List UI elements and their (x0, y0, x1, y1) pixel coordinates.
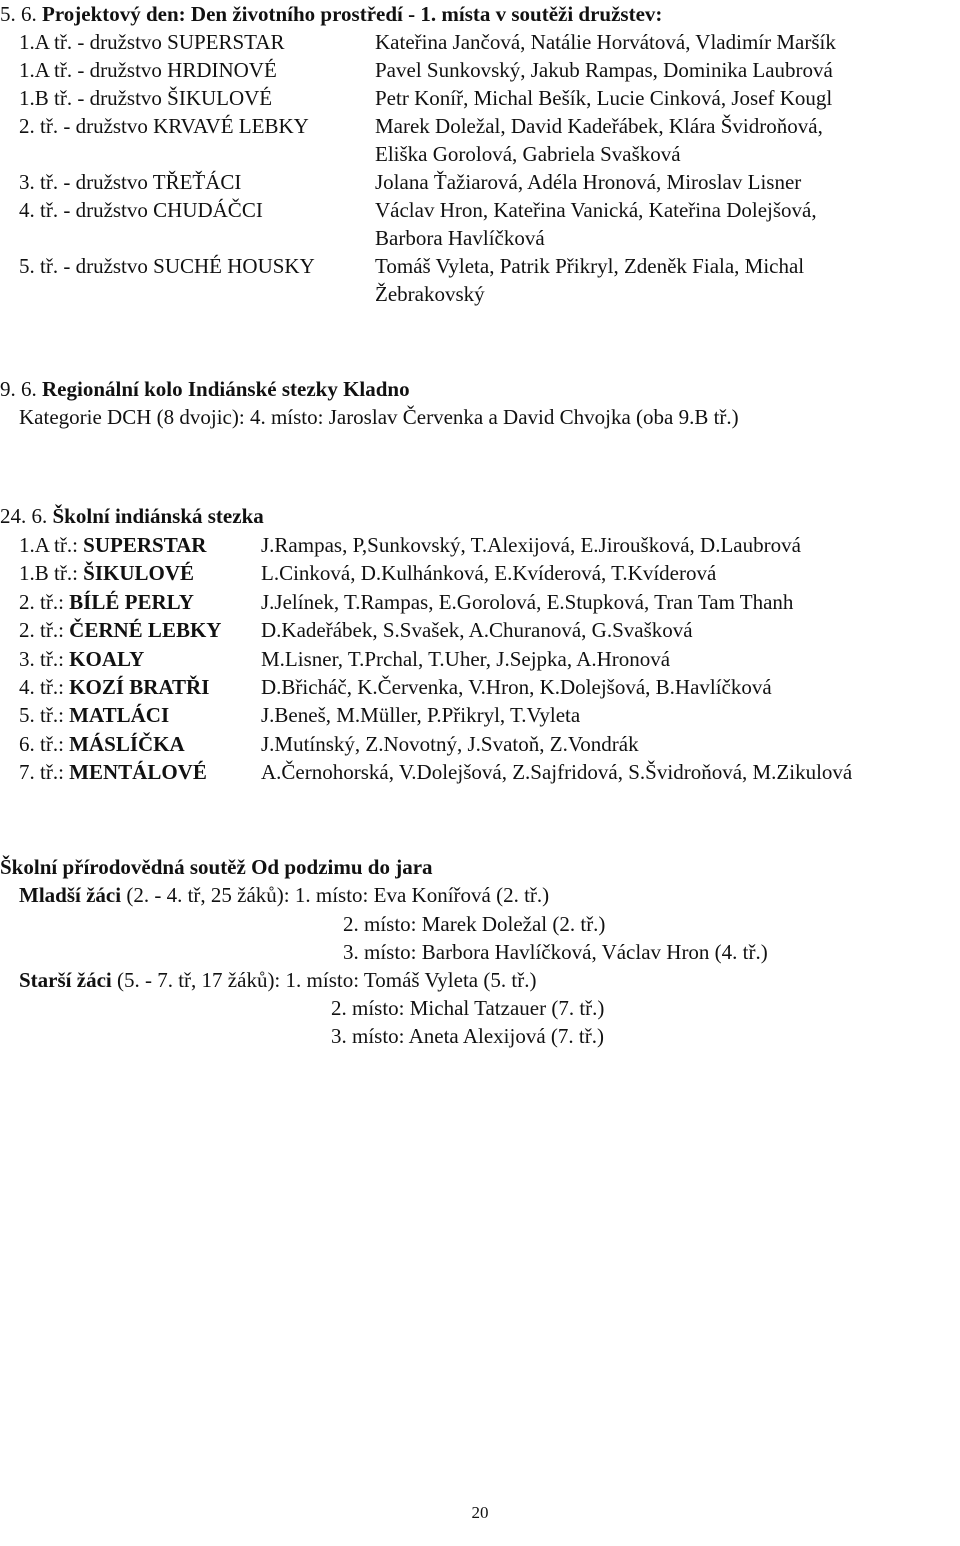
younger-place-1: 1. místo: Eva Konířová (2. tř.) (294, 883, 550, 907)
section1-members: Žebrakovský (375, 282, 485, 306)
page-number: 20 (471, 1503, 489, 1522)
section3-team-name: MÁSLÍČKA (69, 731, 185, 756)
section1-members: Kateřina Jančová, Natálie Horvátová, Vladimír Maršík (375, 30, 836, 54)
section3-team-name: ŠIKULOVÉ (83, 561, 195, 586)
section1-team: 2. tř. - družstvo KRVAVÉ LEBKY (19, 114, 309, 138)
younger-pupils-line-1 (19, 881, 549, 909)
section3-team (19, 616, 221, 644)
section1-team: 1.A tř. - družstvo SUPERSTAR (19, 30, 285, 54)
section3-team (19, 758, 207, 786)
older-place-1: 1. místo: Tomáš Vyleta (5. tř.) (285, 968, 537, 992)
section3-team (19, 645, 144, 673)
section3-heading (0, 502, 264, 530)
section3-class: 3. tř.: (19, 646, 70, 671)
section3-team (19, 673, 209, 701)
section3-team-name: ČERNÉ LEBKY (69, 618, 222, 643)
younger-pupils-label: Mladší žáci (19, 883, 122, 907)
section3-team-name: KOZÍ BRATŘI (69, 675, 210, 699)
section1-members: Pavel Sunkovský, Jakub Rampas, Dominika Laubrová (375, 58, 833, 82)
section3-team-name: MENTÁLOVÉ (69, 760, 207, 785)
section1-members: Eliška Gorolová, Gabriela Svašková (375, 142, 681, 166)
section3-team (19, 701, 169, 729)
younger-place-3: 3. místo: Barbora Havlíčková, Václav Hron (4. tř.) (343, 940, 768, 964)
section3-class: 5. tř.: (19, 703, 70, 728)
section1-members: Barbora Havlíčková (375, 226, 545, 250)
section3-team-name: SUPERSTAR (83, 533, 207, 557)
section1-team: 5. tř. - družstvo SUCHÉ HOUSKY (19, 254, 315, 278)
section3-members: D.Břicháč, K.Červenka, V.Hron, K.Dolejšová, B.Havlíčková (261, 675, 772, 699)
older-pupils-label: Starší žáci (19, 968, 112, 992)
section3-class: 6. tř.: (19, 731, 70, 756)
section1-members: Marek Doležal, David Kadeřábek, Klára Švidroňová, (375, 114, 823, 138)
section1-date: 5. 6. (0, 2, 42, 26)
section1-team: 4. tř. - družstvo CHUDÁČCI (19, 198, 263, 222)
section3-team (19, 559, 194, 587)
section1-heading (0, 0, 662, 28)
younger-place-2: 2. místo: Marek Doležal (2. tř.) (343, 912, 606, 936)
section2-heading (0, 375, 410, 403)
younger-pupils-intro: (2. - 4. tř, 25 žáků): (121, 883, 295, 907)
section3-team (19, 588, 194, 616)
section2-title: Regionální kolo Indiánské stezky Kladno (42, 377, 410, 401)
section3-members: J.Beneš, M.Müller, P.Přikryl, T.Vyleta (261, 703, 581, 728)
section3-team (19, 531, 206, 559)
section1-title: Projektový den: Den životního prostředí - 1. místa v soutěži družstev: (42, 2, 663, 26)
section3-members: J.Mutínský, Z.Novotný, J.Svatoň, Z.Vondrák (261, 731, 639, 756)
section3-members: D.Kadeřábek, S.Svašek, A.Churanová, G.Svašková (261, 618, 693, 643)
section1-members: Jolana Ťažiarová, Adéla Hronová, Miroslav Lisner (375, 170, 802, 194)
section1-team: 1.A tř. - družstvo HRDINOVÉ (19, 58, 277, 82)
section3-class: 7. tř.: (19, 760, 70, 785)
section4-heading: Školní přírodovědná soutěž Od podzimu do jara (0, 855, 433, 879)
section3-class: 2. tř.: (19, 589, 70, 614)
section3-members: J.Rampas, P,Sunkovský, T.Alexijová, E.Jiroušková, D.Laubrová (261, 533, 801, 557)
older-place-2: 2. místo: Michal Tatzauer (7. tř.) (331, 996, 605, 1020)
section1-team: 1.B tř. - družstvo ŠIKULOVÉ (19, 86, 273, 110)
section3-title: Školní indiánská stezka (52, 504, 264, 528)
section3-team (19, 730, 185, 758)
section3-members: J.Jelínek, T.Rampas, E.Gorolová, E.Stupková, Tran Tam Thanh (261, 589, 794, 614)
section3-team-name: KOALY (69, 646, 145, 671)
section1-members: Václav Hron, Kateřina Vanická, Kateřina Dolejšová, (375, 198, 817, 222)
section3-members: L.Cinková, D.Kulhánková, E.Kvíderová, T.Kvíderová (261, 561, 717, 586)
section3-class: 1.A tř.: (19, 533, 84, 557)
section1-members: Petr Koníř, Michal Bešík, Lucie Cinková, Josef Kougl (375, 86, 833, 110)
section3-class: 4. tř.: (19, 675, 70, 699)
section1-team: 3. tř. - družstvo TŘEŤÁCI (19, 170, 242, 194)
older-pupils-intro: (5. - 7. tř, 17 žáků): (111, 968, 286, 992)
section3-team-name: MATLÁCI (69, 703, 170, 728)
section2-result: Kategorie DCH (8 dvojic): 4. místo: Jaroslav Červenka a David Chvojka (oba 9.B tř.) (19, 405, 739, 429)
section3-date: 24. 6. (0, 504, 53, 528)
section1-members: Tomáš Vyleta, Patrik Přikryl, Zdeněk Fiala, Michal (375, 254, 805, 278)
section3-members: M.Lisner, T.Prchal, T.Uher, J.Sejpka, A.Hronová (261, 646, 671, 671)
section3-class: 2. tř.: (19, 618, 70, 643)
older-place-3: 3. místo: Aneta Alexijová (7. tř.) (331, 1024, 604, 1048)
section3-team-name: BÍLÉ PERLY (69, 589, 194, 614)
section3-members: A.Černohorská, V.Dolejšová, Z.Sajfridová, S.Švidroňová, M.Zikulová (261, 760, 853, 785)
section3-class: 1.B tř.: (19, 561, 84, 586)
older-pupils-line-1 (19, 966, 536, 994)
section2-date: 9. 6. (0, 377, 42, 401)
